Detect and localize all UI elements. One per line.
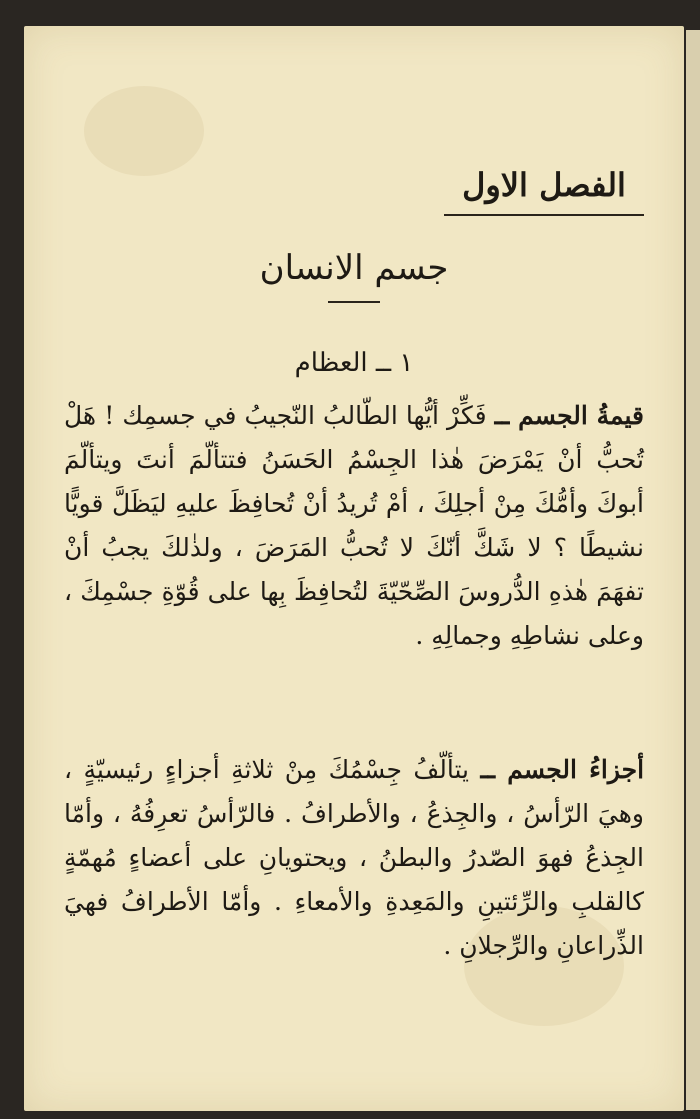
paragraph-body-value	[64, 394, 644, 658]
paragraph-body-parts	[64, 748, 644, 968]
title-divider	[328, 301, 380, 303]
paragraph-text: فَكِّرْ أيُّها الطّالبُ النّجيبُ في جسمِك ! هَلْ تُحبُّ أنْ يَمْرَضَ هٰذا الجِسْمُ الحَسَنُ فتتألّمَ أنتَ ويتألّمَ أبوكَ وأمُّكَ مِنْ أجلِكَ ، أمْ تُريدُ أنْ تُحافِظَ عليهِ ليَظَلَّ قويًّا نشيطًا ؟ لا شَكَّ أنّكَ لا تُحبُّ المَرَضَ ، ولذٰلكَ يجبُ أنْ تفهَمَ هٰذهِ الدُّروسَ الصِّحّيّةَ لتُحافِظَ بِها على قُوّةِ جسْمِكَ ، وعلى نشاطِهِ وجمالِهِ .	[64, 401, 644, 650]
main-title: جسم الانسان	[259, 248, 449, 288]
chapter-title: الفصل الاول	[444, 166, 644, 216]
paragraph-text: يتألّفُ جِسْمُكَ مِنْ ثلاثةِ أجزاءٍ رئيسيّةٍ ، وهيَ الرّأسُ ، والجِذعُ ، والأطرافُ . فالرّأسُ تعرِفُهُ ، وأمّا الجِذعُ فهوَ الصّدرُ والبطنُ ، ويحتويانِ على أعضاءٍ مُهمّةٍ كالقلبِ والرِّئتينِ والمَعِدةِ والأمعاءِ . وأمّا الأطرافُ فهيَ الذِّراعانِ والرِّجلانِ .	[64, 755, 644, 960]
page-content	[64, 26, 644, 1111]
section-title: ١ ــ العظام	[294, 348, 414, 378]
book-page	[24, 26, 684, 1111]
paragraph-heading: قيمةُ الجسم ــ	[494, 401, 644, 430]
paragraph-heading: أجزاءُ الجسم ــ	[480, 755, 645, 784]
page-edge	[686, 30, 700, 1110]
